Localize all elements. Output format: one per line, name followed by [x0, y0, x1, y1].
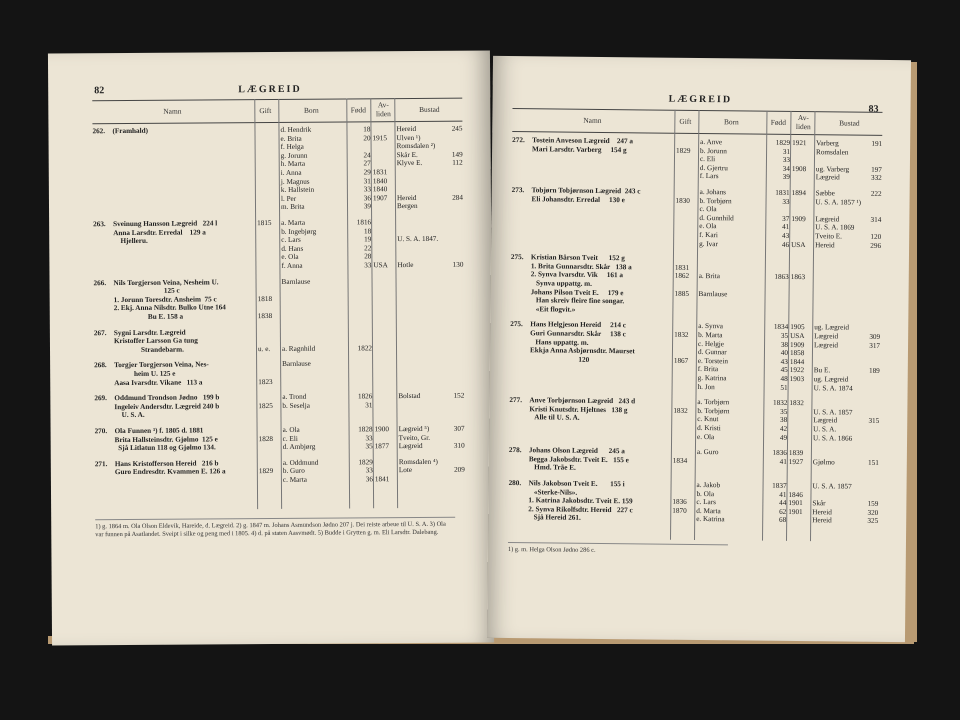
entry-born: a. Synva b. Marta c. Helgje d. Gunnar e. Torstein f. Brita g. Katrina h. Jon — [697, 322, 729, 391]
entry-bustad: U. S. A. 1857 Lægreid U. S. A. U. S. A. 1866 — [813, 399, 853, 443]
entry-fodd: 1828 33 35 — [358, 425, 373, 451]
header-gift: Gift — [259, 105, 272, 116]
entry-bnum: 307 310 — [453, 424, 465, 450]
entry-bustad: Bolstad — [398, 392, 421, 401]
left-page-number: 82 — [94, 85, 105, 97]
entry-gift: 1829 — [258, 458, 274, 476]
entry-born: d. Hendrik e. Brita f. Helga g. Jorunn h. Marta i. Anna j. Magnus k. Hallstein l. Per m. Brita — [280, 125, 315, 212]
entry-fodd: 1837 41 44 62 68 — [772, 481, 787, 525]
entry-avliden: 1863 — [790, 256, 806, 282]
entry-avliden: 1921 1908 — [791, 138, 807, 173]
family-entry — [92, 124, 463, 212]
entry-names: Tobjørn Tobjørnson Lægreid 243 c Eli Johansdtr. Erredal 130 e — [531, 186, 641, 204]
entry-names: Tostein Anveson Lægreid 247 a Mari Larsdtr. Varberg 154 g — [532, 136, 634, 154]
entry-gift: 1831 1862 1885 — [674, 254, 690, 298]
entry-id: 273. — [511, 186, 525, 195]
right-page — [487, 56, 911, 642]
entry-gift: 1834 — [672, 447, 688, 465]
header-name: Namn — [583, 115, 602, 125]
family-entry — [93, 276, 464, 322]
family-entry — [93, 217, 464, 270]
entry-born: a. Ola c. Eli d. Ambjørg — [282, 425, 316, 452]
entry-avliden: 1832 — [789, 399, 804, 408]
entry-bustad: Romsdalen ⁴) Lote — [398, 457, 438, 475]
entry-bnum: 245 149 112 284 — [451, 124, 463, 202]
right-page-title: LÆGREID — [668, 93, 733, 106]
entry-gift: 1829 — [676, 137, 691, 155]
family-entry — [93, 326, 464, 354]
family-entry — [508, 479, 879, 526]
header-bustad: Bustad — [839, 118, 860, 128]
entry-gift: 1832 1867 — [673, 322, 689, 365]
entry-names: Sveinung Hansson Lægreid 224 l Anna Larsdtr. Erredal 129 a Hjelleru. — [113, 219, 218, 246]
entry-names: Kristian Bårson Tveit 152 g 1. Brita Gunnarsdtr. Skår 138 a 2. Synva Ivarsdtr. Vik 161 a Synva uppattg. m. Johans Pilson Tveit E. 179 e Han skreiv fleire fine songar. «Eit flogvit.» — [530, 253, 632, 314]
entry-names: Hans Kristofferson Hereid 216 b Guro Endresdtr. Kvammen E. 126 a — [114, 459, 226, 477]
entry-bnum: 315 — [868, 400, 880, 426]
right-page-number: 83 — [868, 103, 879, 115]
entry-avliden: USA — [373, 218, 388, 270]
entry-fodd: 18 20 24 27 29 31 33 36 39 — [363, 125, 372, 211]
entry-bnum: 309 317 189 — [868, 324, 881, 376]
entry-bustad: Sæbbe U. S. A. 1857 ¹) Lægreid U. S. A. 1869 Tveito E. Hereid — [815, 189, 862, 249]
header-bustad: Bustad — [419, 104, 440, 114]
entry-names: Johans Olson Lægreid 245 a Begga Jakobsdtr. Tveit E. 155 e Hmd. Trãe E. — [528, 446, 629, 473]
entry-bnum: 159 320 325 — [867, 482, 879, 526]
entry-gift: 1818 1838 — [257, 277, 273, 321]
header-born: Born — [303, 105, 319, 115]
entry-gift: 1815 — [257, 218, 272, 228]
header-avliden: Av- liden — [375, 100, 391, 119]
entry-born: Barnlause — [281, 277, 311, 286]
right-entries — [508, 136, 882, 540]
entry-gift: 1823 — [258, 360, 273, 386]
entry-bnum: 222 314 120 296 — [870, 189, 882, 250]
entry-born: a. Jakob b. Ola c. Lars d. Marta e. Katrina — [696, 480, 725, 524]
family-entry — [508, 446, 879, 473]
entry-bnum: 130 — [452, 217, 464, 269]
entry-bustad: U. S. A. 1857 Skår Hereid Hereid — [812, 482, 852, 525]
entry-id: 280. — [508, 479, 522, 488]
family-entry — [509, 396, 880, 443]
left-page — [48, 50, 494, 645]
entry-id: 277. — [509, 396, 523, 405]
family-entry — [94, 457, 465, 484]
header-avliden: Av- liden — [795, 113, 811, 132]
entry-gift: 1832 — [673, 397, 688, 415]
entry-avliden: 1894 1909 USA — [791, 188, 807, 249]
entry-id: 278. — [508, 446, 522, 455]
entry-names: Torgjer Torgjerson Veina, Nes- heim U. 125 e Aasa Ivarsdtr. Vikane 113 a — [114, 360, 209, 387]
family-entry — [510, 253, 881, 314]
entry-avliden: 1905 USA 1909 1858 1844 1922 1903 — [789, 323, 805, 384]
entry-id: 275. — [510, 320, 523, 329]
entry-born: a. Oddmund b. Guro c. Marta — [282, 458, 319, 484]
entry-fodd: 1829 31 33 34 39 — [775, 138, 791, 182]
entry-fodd: 1832 35 38 42 49 — [773, 398, 788, 442]
entry-id: 275. — [510, 253, 524, 262]
entry-born: a. Anve b. Jorunn c. Eli d. Gjertru f. Lars — [699, 138, 728, 181]
entry-id: 269. — [94, 394, 107, 403]
entry-avliden: 1900 1877 — [374, 425, 390, 451]
entry-bustad: Gjølmo — [812, 449, 835, 467]
entry-gift: 1825 — [258, 393, 273, 410]
entry-born: a. Trond b. Seselja — [282, 392, 310, 410]
family-entry — [94, 359, 464, 387]
entry-id: 263. — [93, 220, 106, 229]
family-entry — [511, 186, 882, 250]
right-footnote: 1) g. m. Helga Olson Jødno 286 c. — [508, 542, 728, 556]
left-entries — [92, 125, 465, 518]
entry-names: Ola Funnen ³) f. 1805 d. 1881 Brita Hallsteinsdtr. Gjølmo 125 e Sjå Litlatun 118 og Gjølmo 134. — [114, 426, 218, 453]
entry-bustad: Lægreid ⁵) Tveito, Gr. Lægreid — [398, 424, 431, 451]
family-entry — [94, 424, 465, 453]
entry-fodd: 1829 33 36 — [358, 458, 373, 484]
entry-names: Hans Helgjeson Hereid 214 c Guri Gunnarsdtr. Skår 138 c Hans uppattg. m. Ekkja Anna Asbjørnsdtr. Maurset 120 — [529, 320, 635, 364]
entry-names: Nils Jakobson Tveit E. 155 i «Sterke-Nils». 1. Katrina Jakobsdtr. Tveit E. 159 2. Synva Rikolfsdtr. Hereid 227 c Sjå Hereid 261. — [528, 479, 633, 523]
entry-gift: 1828 — [258, 426, 274, 443]
entry-gift: 1836 1870 — [672, 480, 687, 515]
entry-fodd: 1863 — [774, 256, 789, 282]
entry-born: a. Guro — [696, 448, 719, 457]
entry-avliden: 1846 1901 1901 — [788, 481, 803, 516]
entry-id: 262. — [92, 127, 106, 136]
entry-avliden: 1839 1927 — [788, 449, 804, 466]
entry-fodd: 1826 31 — [357, 392, 373, 410]
entry-bustad: ug. Lægreid Lægreid Lægreid Bu E. ug. Lægreid U. S. A. 1874 — [813, 323, 853, 393]
entry-id: 266. — [93, 278, 107, 287]
entry-born: a. Torbjørn b. Torbjørn c. Knut d. Kristi e. Ola — [697, 398, 730, 441]
entry-id: 268. — [94, 361, 107, 370]
header-fodd: Fødd — [770, 117, 787, 127]
entry-bustad — [815, 256, 867, 257]
entry-names: (Framhald) — [112, 126, 149, 136]
entry-avliden: 1841 — [374, 458, 390, 484]
entry-names: Anve Torbjørnson Lægreid 243 d Kristi Knutsdtr. Hjeltnes 138 g Alle til U. S. A. — [529, 396, 636, 423]
header-fodd: Fødd — [350, 105, 366, 115]
entry-fodd: 1834 35 38 40 43 45 48 51 — [773, 323, 789, 392]
entry-born: a. Ragnhild — [281, 327, 316, 353]
entry-names: Oddmund Trondson Jødno 199 b Ingeleiv Andersdtr. Lægreid 240 b U. S. A. — [114, 393, 220, 420]
entry-born: a. Johans b. Torbjørn c. Ola d. Gunnhild e. Ola f. Kari g. Ivar — [699, 187, 734, 248]
entry-fodd: 1831 33 37 41 43 46 — [775, 188, 790, 249]
left-footnote: 1) g. 1864 m. Ola Olson Eldevik, Hareide, d. Lægreid. 2) g. 1847 m. Johans Asmundson Jødno 207 j. Dei reiste arbeue til U. S. A. 3) Ola var funnen på Asatlandet. Sveipt i silke og peng med i 1805. 4) d. på staten Aasvmødt. 5) Budde i Grytten g. m. Eli Larsdtr. Dalebang. — [95, 517, 455, 539]
entry-fodd: 1822 — [357, 326, 373, 353]
entry-bustad: U. S. A. 1847. Hotle — [397, 218, 439, 270]
family-entry — [512, 136, 883, 183]
entry-id: 271. — [94, 459, 108, 469]
entry-avliden: 1915 1831 1840 1840 1907 — [372, 125, 388, 203]
left-page-title: LÆGREID — [238, 83, 302, 96]
entry-id: 270. — [94, 427, 108, 436]
entry-id: 272. — [512, 136, 525, 145]
entry-bustad: Hereid Ulven ¹) Romsdalen ²) Skår E. Klyve E. Hereid Bergen — [396, 124, 436, 211]
entry-bnum: 151 — [867, 450, 879, 467]
entry-id: 267. — [93, 328, 107, 337]
header-born: Born — [723, 117, 739, 127]
family-entry — [94, 391, 465, 420]
entry-fodd: 1836 41 — [772, 448, 787, 466]
header-name: Namn — [163, 106, 182, 116]
family-entry — [510, 320, 881, 393]
entry-bustad: Varberg Romsdalen ug. Varberg Lægreid — [815, 139, 850, 182]
entry-names: Nils Torgjerson Veina, Nesheim U. 125 c 1. Jorunn Toresdtr. Ansheim 75 c 2. Ekj. Anna Nilsdtr. Bulko Utne 164 Bu E. 158 a — [113, 277, 226, 322]
entry-born: a. Marta b. Ingebjørg c. Lars d. Hans e. Ola f. Anna — [281, 218, 317, 270]
entry-fodd: 1816 18 19 22 28 33 — [356, 218, 372, 270]
entry-gift: 1830 — [675, 187, 690, 205]
entry-bnum: 152 — [453, 391, 465, 400]
header-gift: Gift — [679, 116, 692, 126]
entry-bnum: 209 — [454, 457, 465, 475]
entry-names: Sygni Larsdtr. Lægreid Kristoffer Larsson Ga tung Strandebarm. — [113, 328, 198, 354]
entry-bnum: 191 197 332 — [870, 139, 883, 183]
entry-born: a. Brita Barnlause — [698, 255, 728, 298]
entry-born: Barnlause — [282, 360, 311, 369]
entry-gift: u. e. — [257, 327, 271, 353]
